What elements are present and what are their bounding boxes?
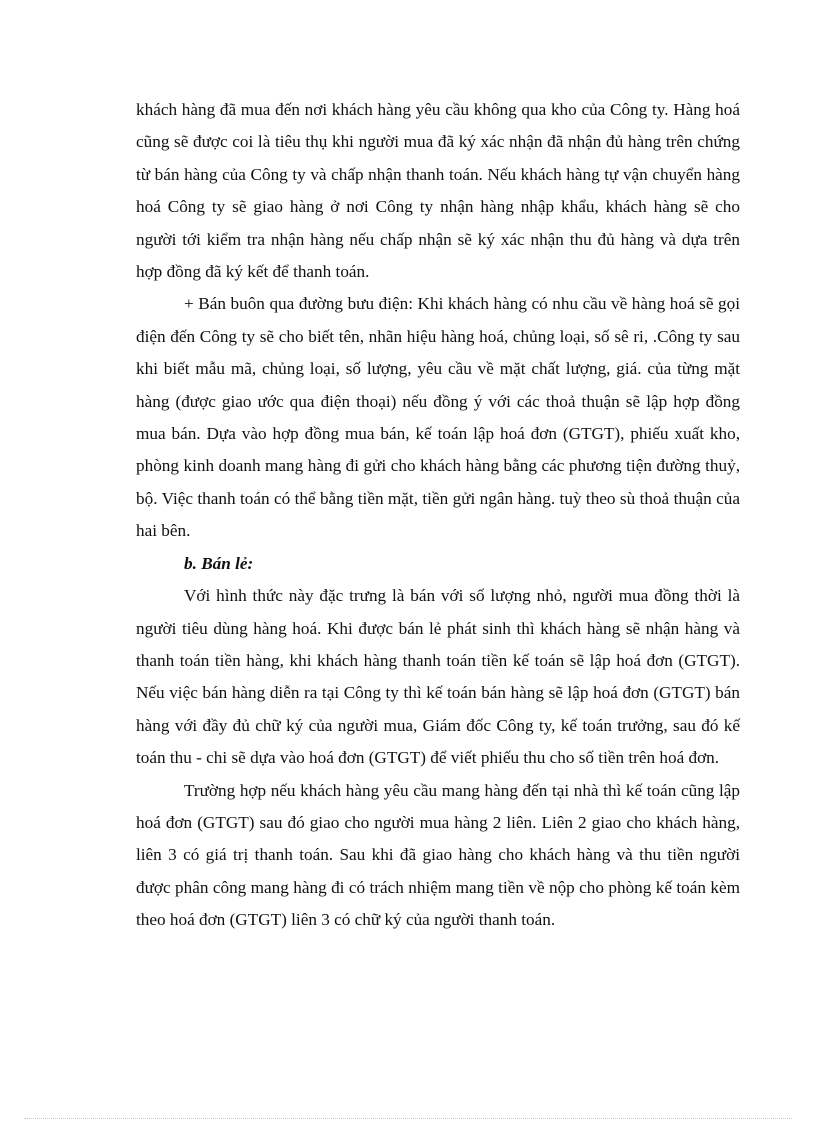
paragraph-postal-wholesale: + Bán buôn qua đường bưu điện: Khi khách hàng có nhu cầu về hàng hoá sẽ gọi điện đến Công ty sẽ cho biết tên, nhãn hiệu hàng hoá, chủng loại, số sê ri, .Công ty sau khi biết mẫu mã, chủng loại, số lượng, yêu cầu về mặt chất lượng, giá. của từng mặt hàng (được giao ước qua điện thoại) nếu đồng ý với các thoả thuận sẽ lập hợp đồng mua bán. Dựa vào hợp đồng mua bán, kế toán lập hoá đơn (GTGT), phiếu xuất kho, phòng kinh doanh mang hàng đi gửi cho khách hàng bằng các phương tiện đường thuỷ, bộ. Việc thanh toán có thể bằng tiền mặt, tiền gửi ngân hàng. tuỳ theo sù thoả thuận của hai bên. xyxy=(136,294,740,541)
paragraph-delivery-terms: khách hàng đã mua đến nơi khách hàng yêu cầu không qua kho của Công ty. Hàng hoá cũng sẽ được coi là tiêu thụ khi người mua đã ký xác nhận đã nhận đủ hàng trên chứng từ bán hàng của Công ty và chấp nhận thanh toán. Nếu khách hàng tự vận chuyển hàng hoá Công ty sẽ giao hàng ở nơi Công ty nhận hàng nhập khẩu, khách hàng sẽ cho người tới kiểm tra nhận hàng nếu chấp nhận sẽ ký xác nhận thu đủ hàng và dựa trên hợp đồng đã ký kết để thanh toán. xyxy=(136,100,740,282)
paragraph-retail-description: Với hình thức này đặc trưng là bán với số lượng nhỏ, người mua đồng thời là người tiêu dùng hàng hoá. Khi được bán lẻ phát sinh thì khách hàng sẽ nhận hàng và thanh toán tiền hàng, khi khách hàng thanh toán tiền kế toán sẽ lập hoá đơn (GTGT). Nếu việc bán hàng diễn ra tại Công ty thì kế toán bán hàng sẽ lập hoá đơn (GTGT) bán hàng với đầy đủ chữ ký của người mua, Giám đốc Công ty, kế toán trưởng, sau đó kế toán thu - chi sẽ dựa vào hoá đơn (GTGT) để viết phiếu thu cho số tiền trên hoá đơn. xyxy=(136,586,740,768)
section-heading-retail: b. Bán lẻ: xyxy=(184,553,254,573)
document-page xyxy=(136,94,740,937)
paragraph-home-delivery: Trường hợp nếu khách hàng yêu cầu mang hàng đến tại nhà thì kế toán cũng lập hoá đơn (GTGT) sau đó giao cho người mua hàng 2 liên. Liên 2 giao cho khách hàng, liên 3 có giá trị thanh toán. Sau khi đã giao hàng cho khách hàng và thu tiền người được phân công mang hàng đi có trách nhiệm mang tiền về nộp cho phòng kế toán kèm theo hoá đơn (GTGT) liên 3 có chữ ký của người thanh toán. xyxy=(136,780,740,930)
page-bottom-divider xyxy=(24,1118,792,1119)
